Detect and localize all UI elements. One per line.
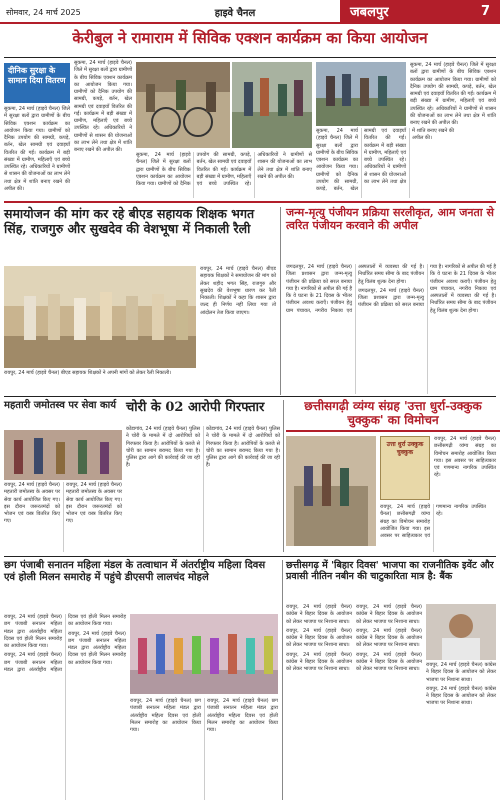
story7-body: रायपुर, 24 मार्च (हाइवे चैनल) छग पंजाबी सनातन महिला मंडल द्वारा अंतर्राष्ट्रीय महिला दिवस एवं होली मिलन समारोह का आयोजन किया गया। रायपुर, 24 मार्च (हाइवे चैनल) छग पंजाबी सनातन महिला मंडल द्वारा अंतर्राष्ट्रीय महिला दिवस एवं होली मिलन समारोह का आयोजन किया गया। रायपुर, 24 मार्च (हाइवे चैनल) छग पंजाबी सनातन महिला मंडल द्वारा अंतर्राष्ट्रीय महिला दिवस एवं होली मिलन समारोह का आयोजन किया गया। bbox=[4, 614, 126, 673]
story1-photo bbox=[136, 62, 230, 148]
story7-headline: छग पंजाबी सनातन महिला मंडल के तत्वाधान में अंतर्राष्ट्रीय महिला दिवस एवं होली मिलन समारोह में पहुंचे डीएसपी लालचंद मोहले bbox=[4, 560, 266, 583]
divider bbox=[4, 201, 496, 203]
story1-kicker: दीनिक सुरक्षा के सामान दिया वितरण bbox=[4, 63, 70, 103]
masthead bbox=[0, 0, 500, 24]
paper-name: हाइवे चैनल bbox=[214, 8, 256, 19]
story2-body: रायपुर, 24 मार्च (हाइवे चैनल) बीएड सहायक शिक्षकों ने समायोजन की मांग को लेकर शहीद भगत सिंह, राजगुरु और सुखदेव की वेशभूषा धारण कर रैली निकाली। शिक्षकों ने कहा कि शासन द्वारा जल्द ही निर्णय नहीं लिया गया तो आंदोलन तेज किया जाएगा। bbox=[200, 266, 276, 316]
story9-body: रायपुर, 24 मार्च (हाइवे चैनल) कांग्रेस ने बिहार दिवस के आयोजन को लेकर भाजपा पर निशाना साधा। रायपुर, 24 मार्च (हाइवे चैनल) कांग्रेस ने बिहार दिवस के आयोजन को लेकर भाजपा पर निशाना साधा। रायपुर, 24 मार्च (हाइवे चैनल) कांग्रेस ने बिहार दिवस के आयोजन को लेकर भाजपा पर निशाना साधा। bbox=[286, 604, 352, 672]
book-cover bbox=[380, 436, 430, 500]
story6-headline: छत्तीसगढ़ी व्यंग्य संग्रह 'उत्ता धुर्रा-उक्कुक चुक्कुक' का विमोचन bbox=[286, 400, 500, 432]
divider bbox=[4, 556, 496, 557]
story6-body: रायपुर, 24 मार्च (हाइवे चैनल) छत्तीसगढ़ी व्यंग्य संग्रह का विमोचन समारोह आयोजित किया गया। इस अवसर पर साहित्यकार एवं गणमान्य नागरिक उपस्थित रहे। bbox=[434, 436, 496, 479]
divider bbox=[4, 396, 496, 397]
story6-body-lower: रायपुर, 24 मार्च (हाइवे चैनल) छत्तीसगढ़ी व्यंग्य संग्रह का विमोचन समारोह आयोजित किया गया। इस अवसर पर साहित्यकार एवं गणमान्य नागरिक उपस्थित रहे। bbox=[380, 504, 486, 539]
story1-photo-2 bbox=[232, 62, 312, 148]
city-section bbox=[340, 0, 500, 22]
issue-date: सोमवार, 24 मार्च 2025 bbox=[6, 8, 81, 17]
story5-headline: चोरी के 02 आरोपी गिरफ्तार bbox=[126, 400, 265, 415]
page-number: 7 bbox=[480, 3, 490, 19]
story1-headline: केरीबुल ने रामाराम में सिविक एक्शन कार्यक्रम का किया आयोजन bbox=[72, 29, 428, 47]
story4-photo bbox=[4, 430, 122, 480]
story1-body-right: सुकमा, 24 मार्च (हाइवे चैनल) जिले में सुरक्षा बलों द्वारा ग्रामीणों के बीच सिविक एक्शन कार्यक्रम का आयोजन किया गया। ग्रामीणों को दैनिक उपयोग की सामग्री, कपड़े, बर्तन, खेल सामग्री एवं दवाइयाँ वितरित की गईं। कार्यक्रम में बड़ी संख्या में ग्रामीण, महिलाएँ एवं बच्चे उपस्थित रहे। अधिकारियों ने ग्रामीणों से शासन की योजनाओं का लाभ लेने तथा क्षेत्र में शांति बनाए रखने की अपील की। bbox=[316, 128, 454, 192]
story9-photo bbox=[426, 604, 496, 660]
story9-body-right: रायपुर, 24 मार्च (हाइवे चैनल) कांग्रेस ने बिहार दिवस के आयोजन को लेकर भाजपा पर निशाना साधा। रायपुर, 24 मार्च (हाइवे चैनल) कांग्रेस ने बिहार दिवस के आयोजन को लेकर भाजपा पर निशाना साधा। bbox=[426, 662, 496, 707]
story1-body-cols: सुकमा, 24 मार्च (हाइवे चैनल) जिले में सुरक्षा बलों द्वारा ग्रामीणों के बीच सिविक एक्शन कार्यक्रम का आयोजन किया गया। ग्रामीणों को दैनिक उपयोग की सामग्री, कपड़े, बर्तन, खेल सामग्री एवं दवाइयाँ वितरित की गईं। कार्यक्रम में बड़ी संख्या में ग्रामीण, महिलाएँ एवं बच्चे उपस्थित रहे। अधिकारियों ने ग्रामीणों से शासन की योजनाओं का लाभ लेने तथा क्षेत्र में शांति बनाए रखने की अपील की। bbox=[74, 60, 132, 153]
book-cover-title: उत्ता धुर्रा उक्कुक चुक्कुक bbox=[386, 441, 424, 456]
column-divider bbox=[283, 400, 284, 552]
story7-body-lower: रायपुर, 24 मार्च (हाइवे चैनल) छग पंजाबी सनातन महिला मंडल द्वारा अंतर्राष्ट्रीय महिला दिवस एवं होली मिलन समारोह का आयोजन किया गया। रायपुर, 24 मार्च (हाइवे चैनल) छग पंजाबी सनातन महिला मंडल द्वारा अंतर्राष्ट्रीय महिला दिवस एवं होली मिलन समारोह का आयोजन किया गया। bbox=[130, 698, 278, 733]
story2-photo bbox=[4, 266, 196, 368]
story5-body: कोंडागांव, 24 मार्च (हाइवे चैनल) पुलिस ने चोरी के मामले में दो आरोपियों को गिरफ्तार किया है। आरोपियों के कब्जे से चोरी का सामान बरामद किया गया है। पुलिस द्वारा आगे की कार्रवाई की जा रही है। कोंडागांव, 24 मार्च (हाइवे चैनल) पुलिस ने चोरी के मामले में दो आरोपियों को गिरफ्तार किया है। आरोपियों के कब्जे से चोरी का सामान बरामद किया गया है। पुलिस द्वारा आगे की कार्रवाई की जा रही है। bbox=[126, 426, 280, 469]
column-divider bbox=[280, 207, 281, 395]
story1-photo-3 bbox=[316, 62, 406, 126]
divider bbox=[4, 57, 496, 58]
story9-body-mid: रायपुर, 24 मार्च (हाइवे चैनल) कांग्रेस ने बिहार दिवस के आयोजन को लेकर भाजपा पर निशाना साधा। रायपुर, 24 मार्च (हाइवे चैनल) कांग्रेस ने बिहार दिवस के आयोजन को लेकर भाजपा पर निशाना साधा। रायपुर, 24 मार्च (हाइवे चैनल) कांग्रेस ने बिहार दिवस के आयोजन को लेकर भाजपा पर निशाना साधा। bbox=[356, 604, 422, 672]
story7-photo bbox=[130, 614, 278, 694]
city-name: जबलपुर bbox=[350, 5, 389, 20]
story1-body: सुकमा, 24 मार्च (हाइवे चैनल) जिले में सुरक्षा बलों द्वारा ग्रामीणों के बीच सिविक एक्शन कार्यक्रम का आयोजन किया गया। ग्रामीणों को दैनिक उपयोग की सामग्री, कपड़े, बर्तन, खेल सामग्री एवं दवाइयाँ वितरित की गईं। कार्यक्रम में बड़ी संख्या में ग्रामीण, महिलाएँ एवं बच्चे उपस्थित रहे। अधिकारियों ने ग्रामीणों से शासन की योजनाओं का लाभ लेने तथा क्षेत्र में शांति बनाए रखने की अपील की। bbox=[4, 106, 70, 192]
story1-body-far-right: सुकमा, 24 मार्च (हाइवे चैनल) जिले में सुरक्षा बलों द्वारा ग्रामीणों के बीच सिविक एक्शन कार्यक्रम का आयोजन किया गया। ग्रामीणों को दैनिक उपयोग की सामग्री, कपड़े, बर्तन, खेल सामग्री एवं दवाइयाँ वितरित की गईं। कार्यक्रम में बड़ी संख्या में ग्रामीण, महिलाएँ एवं बच्चे उपस्थित रहे। अधिकारियों ने ग्रामीणों से शासन की योजनाओं का लाभ लेने तथा क्षेत्र में शांति बनाए रखने की अपील की। bbox=[410, 62, 496, 126]
story2-headline: समायोजन की मांग कर रहे बीएड सहायक शिक्षक भगत सिंह, राजगुरु और सुखदेव की वेशभूषा में निकाली रैली bbox=[4, 206, 255, 236]
story6-photo bbox=[286, 436, 376, 546]
story4-body: रायपुर, 24 मार्च (हाइवे चैनल) महतारी जमोतस्व के अवसर पर सेवा कार्य आयोजित किए गए। इस दौरान जरूरतमंदों को भोजन एवं वस्त्र वितरित किए गए। रायपुर, 24 मार्च (हाइवे चैनल) महतारी जमोतस्व के अवसर पर सेवा कार्य आयोजित किए गए। इस दौरान जरूरतमंदों को भोजन एवं वस्त्र वितरित किए गए। bbox=[4, 482, 122, 525]
story2-caption: रायपुर, 24 मार्च (हाइवे चैनल) बीएड सहायक शिक्षकों ने अपनी मांगों को लेकर रैली निकाली। bbox=[4, 370, 172, 376]
story9-headline: छत्तीसगढ़ में 'बिहार दिवस' भाजपा का राजनीतिक इवेंट और प्रवासी नीतिन नबीन की चाटुकारिता मात्र है: बैंक bbox=[286, 560, 494, 583]
story4-headline: महतारी जमोतस्व पर सेवा कार्य bbox=[4, 400, 117, 411]
story3-headline: जन्म-मृत्यु पंजीयन प्रक्रिया सरलीकृत, आम जनता से त्वरित पंजीयन करवाने की अपील bbox=[286, 206, 494, 232]
story3-body: जगदलपुर, 24 मार्च (हाइवे चैनल) जिला प्रशासन द्वारा जन्म-मृत्यु पंजीयन की प्रक्रिया को सरल बनाया गया है। नागरिकों से अपील की गई है कि वे घटना के 21 दिवस के भीतर पंजीयन अवश्य कराएँ। पंजीयन हेतु ग्राम पंचायत, नगरीय निकाय एवं अस्पतालों में व्यवस्था की गई है। निर्धारित समय सीमा के बाद पंजीयन हेतु विलंब शुल्क देना होगा। जगदलपुर, 24 मार्च (हाइवे चैनल) जिला प्रशासन द्वारा जन्म-मृत्यु पंजीयन की प्रक्रिया को सरल बनाया गया है। नागरिकों से अपील की गई है कि वे घटना के 21 दिवस के भीतर पंजीयन अवश्य कराएँ। पंजीयन हेतु ग्राम पंचायत, नगरीय निकाय एवं अस्पतालों में व्यवस्था की गई है। निर्धारित समय सीमा के बाद पंजीयन हेतु विलंब शुल्क देना होगा। bbox=[286, 264, 496, 314]
story1-body-lower: सुकमा, 24 मार्च (हाइवे चैनल) जिले में सुरक्षा बलों द्वारा ग्रामीणों के बीच सिविक एक्शन कार्यक्रम का आयोजन किया गया। ग्रामीणों को दैनिक उपयोग की सामग्री, कपड़े, बर्तन, खेल सामग्री एवं दवाइयाँ वितरित की गईं। कार्यक्रम में बड़ी संख्या में ग्रामीण, महिलाएँ एवं बच्चे उपस्थित रहे। अधिकारियों ने ग्रामीणों से शासन की योजनाओं का लाभ लेने तथा क्षेत्र में शांति बनाए रखने की अपील की। bbox=[136, 152, 312, 187]
column-divider bbox=[282, 560, 283, 800]
